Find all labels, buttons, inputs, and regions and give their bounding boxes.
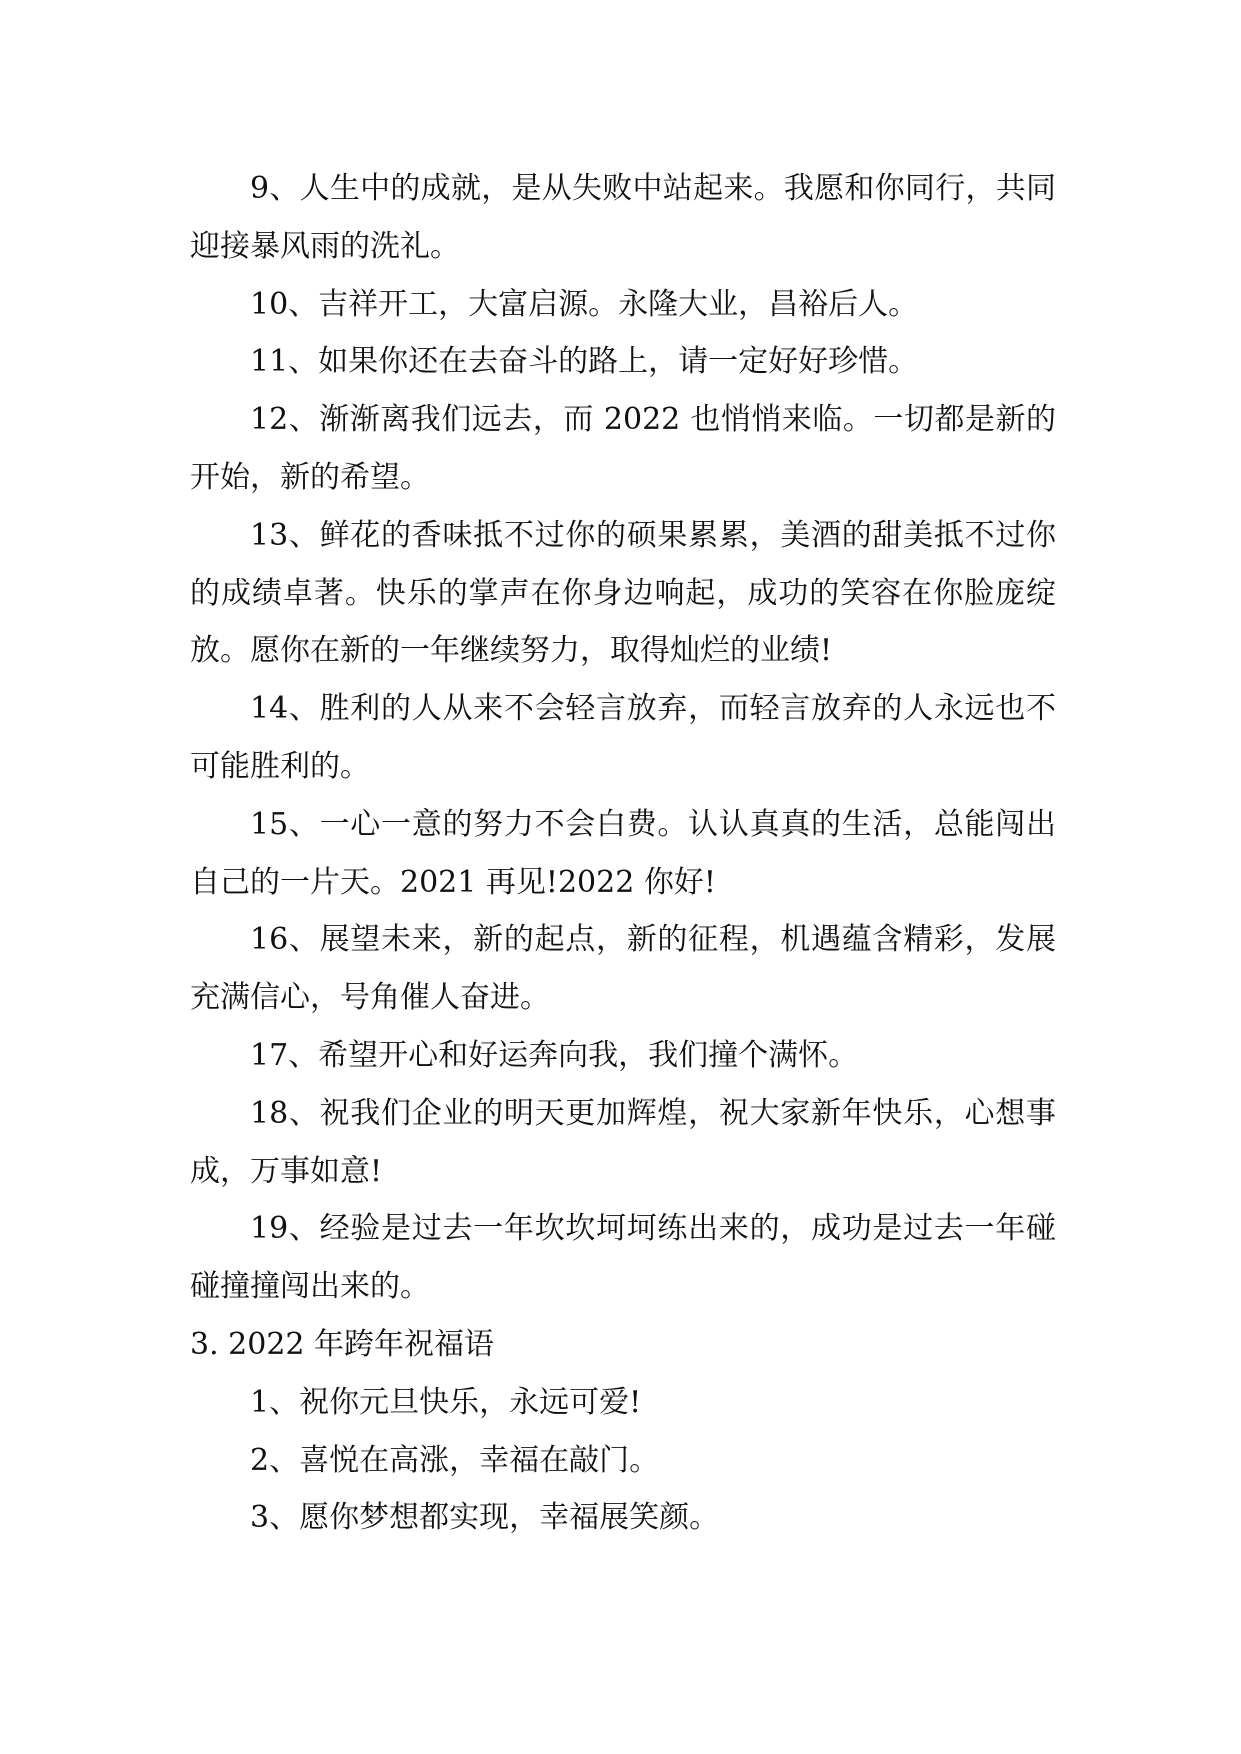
document-page [190,160,1056,1547]
paragraph-item-18: 18、祝我们企业的明天更加辉煌，祝大家新年快乐，心想事成，万事如意! [190,1095,1056,1189]
paragraph-item-19: 19、经验是过去一年坎坎坷坷练出来的，成功是过去一年碰碰撞撞闯出来的。 [190,1211,1056,1305]
paragraph-item-10: 10、吉祥开工，大富启源。永隆大业，昌裕后人。 [250,286,919,322]
section-paragraph-1: 1、祝你元旦快乐，永远可爱! [250,1384,642,1420]
paragraph-item-17: 17、希望开心和好运奔向我，我们撞个满怀。 [250,1037,859,1073]
paragraph-item-14: 14、胜利的人从来不会轻言放弃，而轻言放弃的人永远也不可能胜利的。 [190,691,1056,784]
section-heading: 3. 2022 年跨年祝福语 [190,1326,495,1362]
paragraph-item-13: 13、鲜花的香味抵不过你的硕果累累，美酒的甜美抵不过你的成绩卓著。快乐的掌声在你身边响起，成功的笑容在你脸庞绽放。愿你在新的一年继续努力，取得灿烂的业绩! [190,517,1056,669]
section-paragraph-2: 2、喜悦在高涨，幸福在敲门。 [250,1442,660,1478]
paragraph-item-15: 15、一心一意的努力不会白费。认认真真的生活，总能闯出自己的一片天。2021 再见!2022 你好! [190,806,1056,900]
section-paragraph-3: 3、愿你梦想都实现，幸福展笑颜。 [250,1500,720,1536]
paragraph-item-9: 9、人生中的成就，是从失败中站起来。我愿和你同行，共同迎接暴风雨的洗礼。 [190,171,1056,264]
paragraph-item-16: 16、展望未来，新的起点，新的征程，机遇蕴含精彩，发展充满信心，号角催人奋进。 [190,922,1056,1016]
paragraph-item-12: 12、渐渐离我们远去，而 2022 也悄悄来临。一切都是新的开始，新的希望。 [190,402,1056,495]
paragraph-item-11: 11、如果你还在去奋斗的路上，请一定好好珍惜。 [250,344,919,380]
